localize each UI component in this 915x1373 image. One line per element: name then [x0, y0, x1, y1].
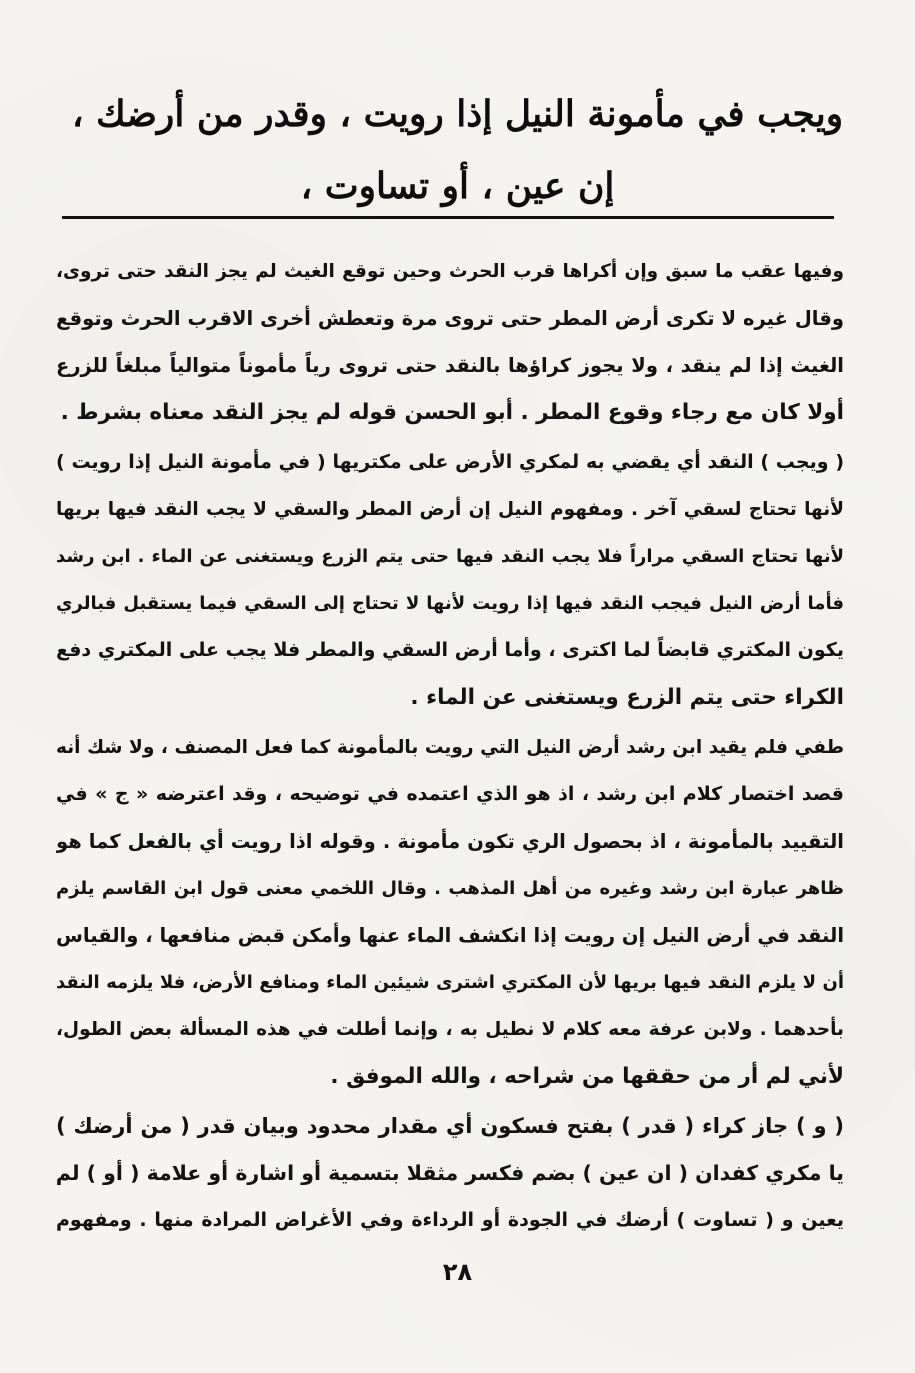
paragraph [56, 439, 844, 721]
commentary-body [56, 248, 844, 1244]
paragraph [56, 724, 844, 1100]
text-line: ( و ) جاز كراء ( قدر ) بفتح فسكون أي مقدار محدود وبيان قدر ( من أرضك ) [56, 1114, 844, 1138]
text-line: أن لا يلزم النقد فيها بريها لأن المكتري اشترى شيئين الماء ومنافع الأرض، فلا يلزمه النقد [56, 972, 844, 993]
text-line: أولا كان مع رجاء وقوع المطر . أبو الحسن قوله لم يجز النقد معناه بشرط . [60, 400, 844, 425]
text-line: ( ويجب ) النقد أي يقضي به لمكري الأرض على مكتريها ( في مأمونة النيل إذا رويت ) [56, 451, 844, 473]
text-line: الكراء حتى يتم الزرع ويستغنى عن الماء . [410, 685, 844, 710]
text-line: وفيها عقب ما سبق وإن أكراها قرب الحرث وحين توقع الغيث لم يجز النقد حتى تروى، [56, 261, 844, 282]
text-line: قصد اختصار كلام ابن رشد ، اذ هو الذي اعتمده في توضيحه ، وقد اعترضه « ج » في [56, 783, 844, 805]
text-line: ظاهر عبارة ابن رشد وغيره من أهل المذهب . وقال اللخمي معنى قول ابن القاسم يلزم [56, 878, 844, 899]
text-line: لأنها تحتاج السقي مراراً فلا يجب النقد فيها حتى يتم الزرع ويستغنى عن الماء . ابن رشد [56, 546, 844, 567]
page-number: ٢٨ [442, 1258, 473, 1286]
section-heading [60, 78, 855, 222]
text-line: لأني لم أر من حققها من شراحه ، والله الموفق . [330, 1064, 844, 1089]
text-line: فأما أرض النيل فيجب النقد فيها إذا رويت لأنها لا تحتاج إلى السقي فيما يستقبل فبالري [56, 593, 844, 614]
text-line: طفي فلم يقيد ابن رشد أرض النيل التي رويت بالمأمونة كما فعل المصنف ، ولا شك أنه [56, 737, 844, 758]
heading-divider [62, 216, 834, 219]
text-line: يا مكري كفدان ( ان عين ) بضم فكسر مثقلا بتسمية أو اشارة أو علامة ( أو ) لم [56, 1161, 844, 1185]
text-line: يكون المكتري قابضاً لما اكترى ، وأما أرض السقي والمطر فلا يجب على المكتري دفع [56, 639, 844, 661]
text-line: وقال غيره لا تكرى أرض المطر حتى تروى مرة وتعطش أخرى الاقرب الحرث وتوقع [56, 307, 844, 330]
text-line: يعين و ( تساوت ) أرضك في الجودة أو الرداءة وفي الأغراض المرادة منها . ومفهوم [56, 1209, 844, 1231]
text-line: بأحدهما . ولابن عرفة معه كلام لا نطيل به ، وإنما أطلت في هذه المسألة بعض الطول، [56, 1019, 844, 1040]
heading-line-1: ويجب في مأمونة النيل إذا رويت ، وقدر من أرضك ، [71, 93, 844, 135]
text-line: النقد في أرض النيل إن رويت إذا انكشف الماء عنها وأمكن قبض منافعها ، والقياس [56, 924, 844, 947]
text-line: التقييد بالمأمونة ، اذ بحصول الري تكون مأمونة . وقوله اذا رويت أي بالفعل كما هو [56, 830, 844, 853]
text-line: لأنها تحتاج لسقي آخر . ومفهوم النيل إن أرض المطر والسقي لا يجب النقد فيها بريها [56, 499, 844, 520]
text-line: الغيث إذا لم ينقد ، ولا يجوز كراؤها بالنقد حتى تروى رياً مأموناً متوالياً مبلغاً للزرع [56, 354, 844, 377]
paragraph [56, 1103, 844, 1244]
heading-line-2: إن عين ، أو تساوت ، [300, 165, 615, 207]
paragraph [56, 248, 844, 436]
